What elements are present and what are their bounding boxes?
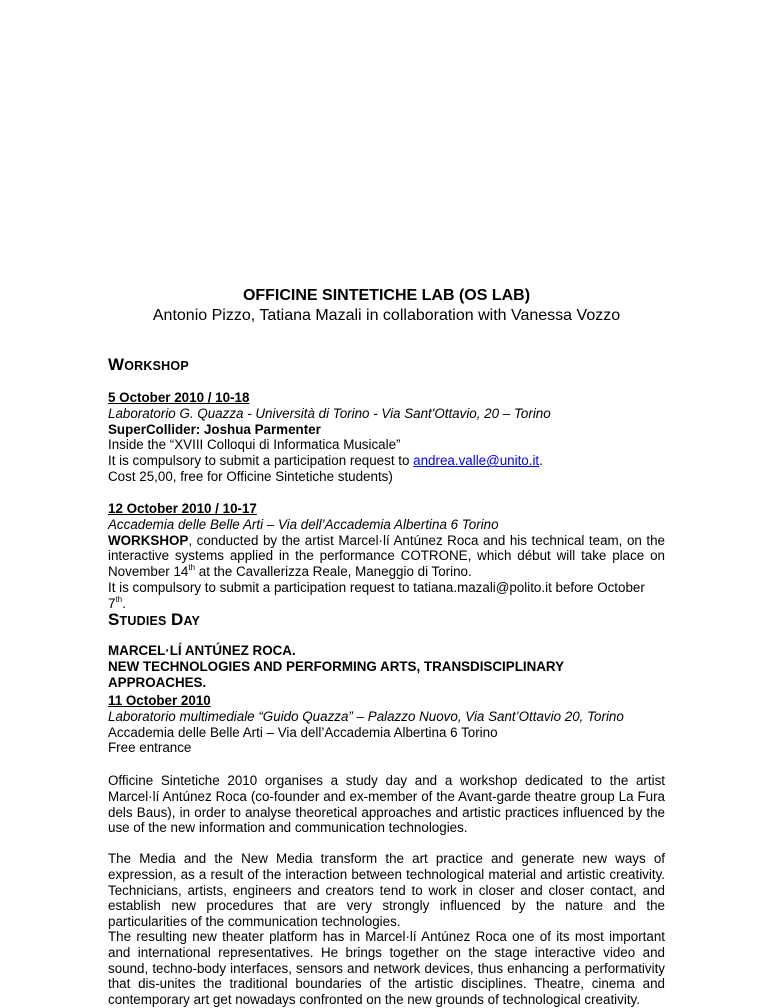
workshop-event-2 [108, 501, 665, 612]
event-place: Accademia delle Belle Arti – Via dell’Accademia Albertina 6 Torino [108, 516, 499, 532]
document-subtitle: Antonio Pizzo, Tatiana Mazali in collaboration with Vanessa Vozzo [152, 307, 621, 324]
workshop-heading: WORKSHOP [108, 355, 189, 374]
event-cost: Cost 25,00, free for Officine Sintetiche students) [108, 468, 393, 484]
workshop-event-1 [108, 390, 665, 485]
document-title: OFFICINE SINTETICHE LAB (OS LAB) [242, 287, 531, 304]
studies-day-heading: STUDIES DAY [108, 610, 201, 629]
event-place: Laboratorio G. Quazza - Università di Torino - Via Sant'Ottavio, 20 – Torino [108, 405, 551, 421]
event-entrance: Free entrance [108, 740, 192, 756]
event-place-2: Accademia delle Belle Arti – Via dell’Accademia Albertina 6 Torino [108, 724, 498, 740]
event-date: 12 October 2010 / 10-17 [108, 501, 257, 516]
studies-day-subtitle: MARCEL·LÍ ANTÚNEZ ROCA. NEW TECHNOLOGIES AND PERFORMING ARTS, TRANSDISCIPLINARY APPROACHES. [108, 643, 564, 690]
event-request: It is compulsory to submit a participation request to andrea.valle@unito.it. [108, 453, 543, 469]
event-date: 11 October 2010 [108, 693, 211, 708]
studies-day-info [108, 693, 665, 756]
paragraph-1: Officine Sintetiche 2010 organises a study day and a workshop dedicated to the artist Marcel·lí Antúnez Roca (co-founder and ex-member of the Avant-garde theatre group La Fura dels Baus), in order to analyse theoretical approaches and artistic practices influenced by the use of the new information and communication technologies. [108, 773, 665, 836]
event-context: Inside the “XVIII Colloqui di Informatica Musicale” [108, 437, 401, 453]
event-speaker: SuperCollider: Joshua Parmenter [108, 421, 321, 437]
event-description: WORKSHOP, conducted by the artist Marcel·lí Antúnez Roca and his technical team, on the interactive systems applied in the performance COTRONE, which début will take place on November 14th at the Cavallerizza Reale, Maneggio di Torino. [108, 532, 665, 580]
paragraph-2: The Media and the New Media transform the art practice and generate new ways of expression, as a result of the interaction between technological material and artistic creativity. Technicians, artists, engineers and creators tend to work in closer and closer contact, and establish new procedures that are very strongly influenced by the nature and the particularities of the communication technologies. [108, 851, 665, 930]
document-header [108, 286, 665, 326]
paragraph-3: The resulting new theater platform has in Marcel·lí Antúnez Roca one of its most important and international representatives. He brings together on the stage interactive video and sound, techno-body interfaces, sensors and network devices, thus enhancing a performativity that dis-unites the traditional boundaries of the artistic disciplines. Theatre, cinema and contemporary art get nowadays confronted on the new grounds of technological creativity. [108, 929, 665, 1008]
event-place: Laboratorio multimediale “Guido Quazza” – Palazzo Nuovo, Via Sant’Ottavio 20, Torino [108, 708, 624, 724]
event-date: 5 October 2010 / 10-18 [108, 390, 250, 405]
event-request: It is compulsory to submit a participation request to tatiana.mazali@polito.it before October 7th. [108, 579, 645, 611]
email-link[interactable]: andrea.valle@unito.it [413, 453, 540, 469]
